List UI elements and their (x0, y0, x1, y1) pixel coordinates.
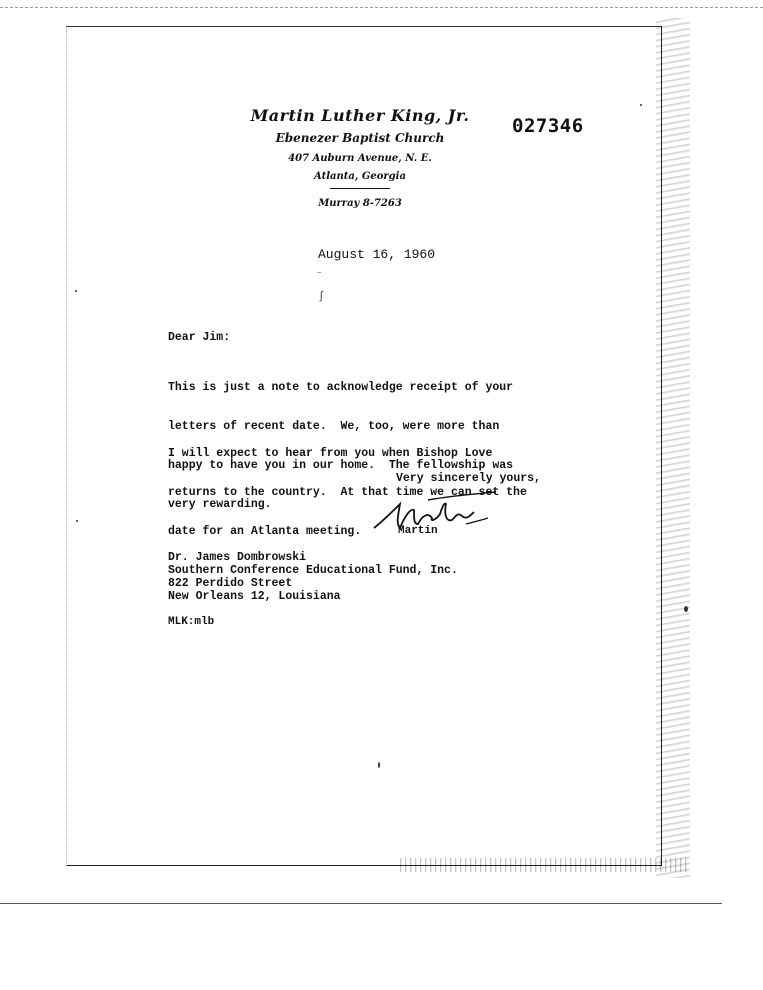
paragraph-line: very rewarding. (168, 498, 272, 511)
recipient-line: 822 Perdido Street (168, 577, 293, 590)
paragraph-line: happy to have you in our home. The fellowship was (168, 459, 514, 472)
typed-signature: Martin (398, 525, 438, 537)
stray-mark: ʃ (318, 291, 325, 303)
closing: Very sincerely yours, (396, 472, 541, 485)
paragraph-line: letters of recent date. We, too, were more than (168, 420, 500, 433)
speck (378, 762, 380, 768)
letterhead-rule (330, 188, 390, 189)
scan-shadow-bottom (400, 858, 690, 872)
letter-date: August 16, 1960 (318, 247, 436, 262)
recipient-address (168, 551, 458, 603)
speck (640, 104, 642, 106)
salutation: Dear Jim: (168, 331, 231, 344)
letterhead-name: Martin Luther King, Jr. (250, 106, 470, 125)
scan-top-edge (0, 7, 763, 8)
paragraph-line: date for an Atlanta meeting. (168, 525, 362, 538)
scan-shadow-right (656, 18, 690, 878)
document-number: 027346 (512, 115, 584, 137)
paragraph-line: returns to the country. At that time we can set the (168, 486, 527, 499)
scan-bottom-edge (0, 903, 722, 904)
paragraph-line: This is just a note to acknowledge receipt of your (168, 381, 514, 394)
letterhead (250, 106, 470, 209)
stray-mark: ⁻ (316, 270, 323, 282)
recipient-line: Southern Conference Educational Fund, Inc. (168, 564, 458, 577)
letterhead-phone: Murray 8-7263 (318, 198, 402, 209)
speck (75, 290, 77, 292)
speck (684, 606, 688, 612)
paragraph-line: I will expect to hear from you when Bishop Love (168, 447, 493, 460)
letterhead-church: Ebenezer Baptist Church (275, 131, 445, 145)
letterhead-city: Atlanta, Georgia (314, 171, 406, 182)
speck (76, 520, 78, 522)
recipient-line: Dr. James Dombrowski (168, 551, 307, 564)
recipient-line: New Orleans 12, Louisiana (168, 590, 341, 603)
reference-initials: MLK:mlb (168, 616, 215, 628)
letterhead-address: 407 Auburn Avenue, N. E. (288, 153, 432, 164)
